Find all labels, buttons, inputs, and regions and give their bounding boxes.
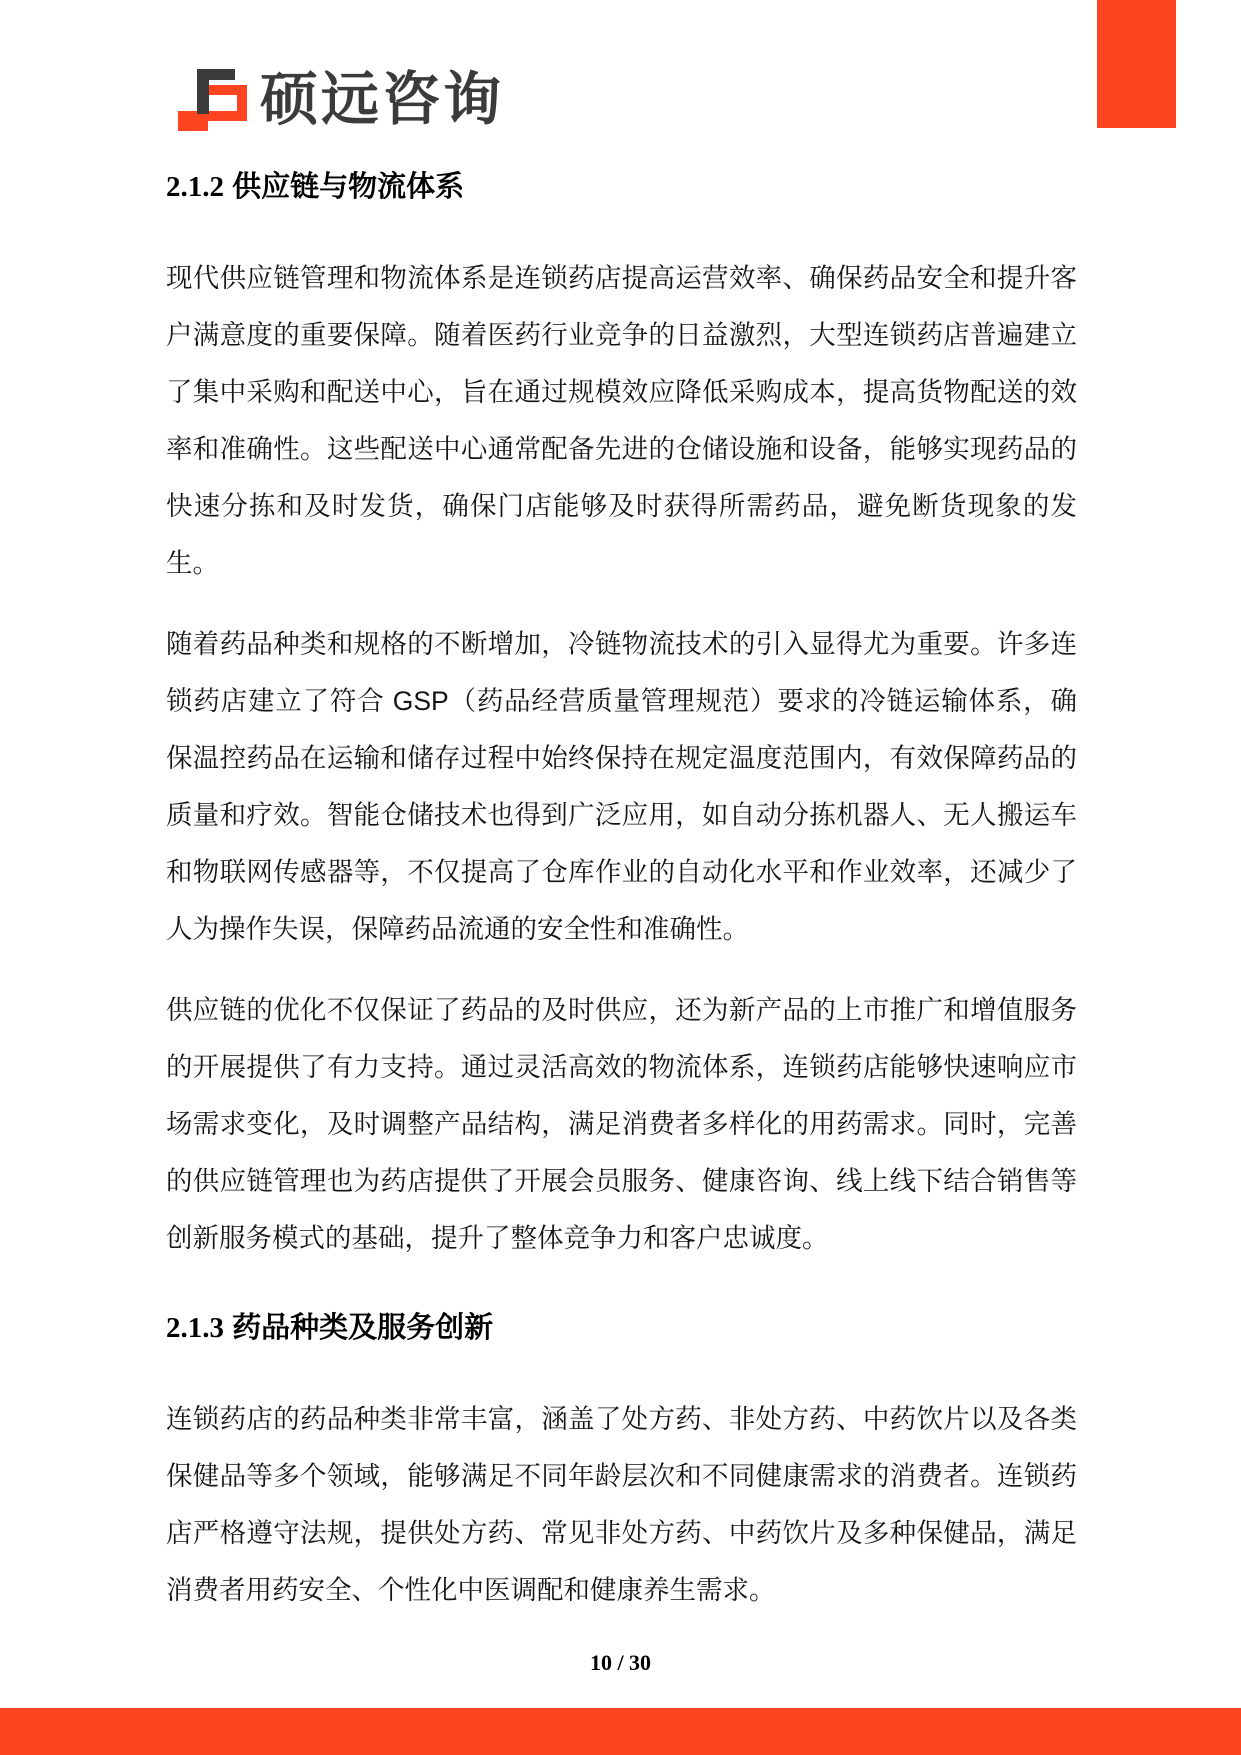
brand-wordmark: 硕远咨询 <box>260 67 505 132</box>
heading-number: 2.1.2 <box>166 171 224 203</box>
bottom-accent-bar <box>0 1708 1241 1755</box>
heading-title: 药品种类及服务创新 <box>232 1312 494 1344</box>
heading-number: 2.1.3 <box>166 1312 224 1344</box>
paragraph: 供应链的优化不仅保证了药品的及时供应，还为新产品的上市推广和增值服务的开展提供了有力支持。通过灵活高效的物流体系，连锁药店能够快速响应市场需求变化，及时调整产品结构，满足消费者多样化的用药需求。同时，完善的供应链管理也为药店提供了开展会员服务、健康咨询、线上线下结合销售等创新服务模式的基础，提升了整体竞争力和客户忠诚度。 <box>166 995 1077 1253</box>
paragraph: 随着药品种类和规格的不断增加，冷链物流技术的引入显得尤为重要。许多连锁药店建立了符合 GSP（药品经营质量管理规范）要求的冷链运输体系，确保温控药品在运输和储存过程中始终保持在规定温度范围内，有效保障药品的质量和疗效。智能仓储技术也得到广泛应用，如自动分拣机器人、无人搬运车和物联网传感器等，不仅提高了仓库作业的自动化水平和作业效率，还减少了人为操作失误，保障药品流通的安全性和准确性。 <box>166 629 1077 944</box>
heading-title: 供应链与物流体系 <box>232 171 465 203</box>
section-heading-2-1-3 <box>166 1311 1077 1345</box>
paragraph: 现代供应链管理和物流体系是连锁药店提高运营效率、确保药品安全和提升客户满意度的重要保障。随着医药行业竞争的日益激烈，大型连锁药店普遍建立了集中采购和配送中心，旨在通过规模效应降低采购成本，提高货物配送的效率和准确性。这些配送中心通常配备先进的仓储设施和设备，能够实现药品的快速分拣和及时发货，确保门店能够及时获得所需药品，避免断货现象的发生。 <box>166 263 1077 578</box>
top-right-accent-bar <box>1097 0 1176 128</box>
page-number: 10 / 30 <box>589 1650 652 1675</box>
section-heading-2-1-2 <box>166 170 1077 204</box>
paragraph: 连锁药店的药品种类非常丰富，涵盖了处方药、非处方药、中药饮片以及各类保健品等多个领域，能够满足不同年龄层次和不同健康需求的消费者。连锁药店严格遵守法规，提供处方药、常见非处方药、中药饮片及多种保健品，满足消费者用药安全、个性化中医调配和健康养生需求。 <box>166 1404 1077 1605</box>
page-content <box>166 0 1077 1619</box>
